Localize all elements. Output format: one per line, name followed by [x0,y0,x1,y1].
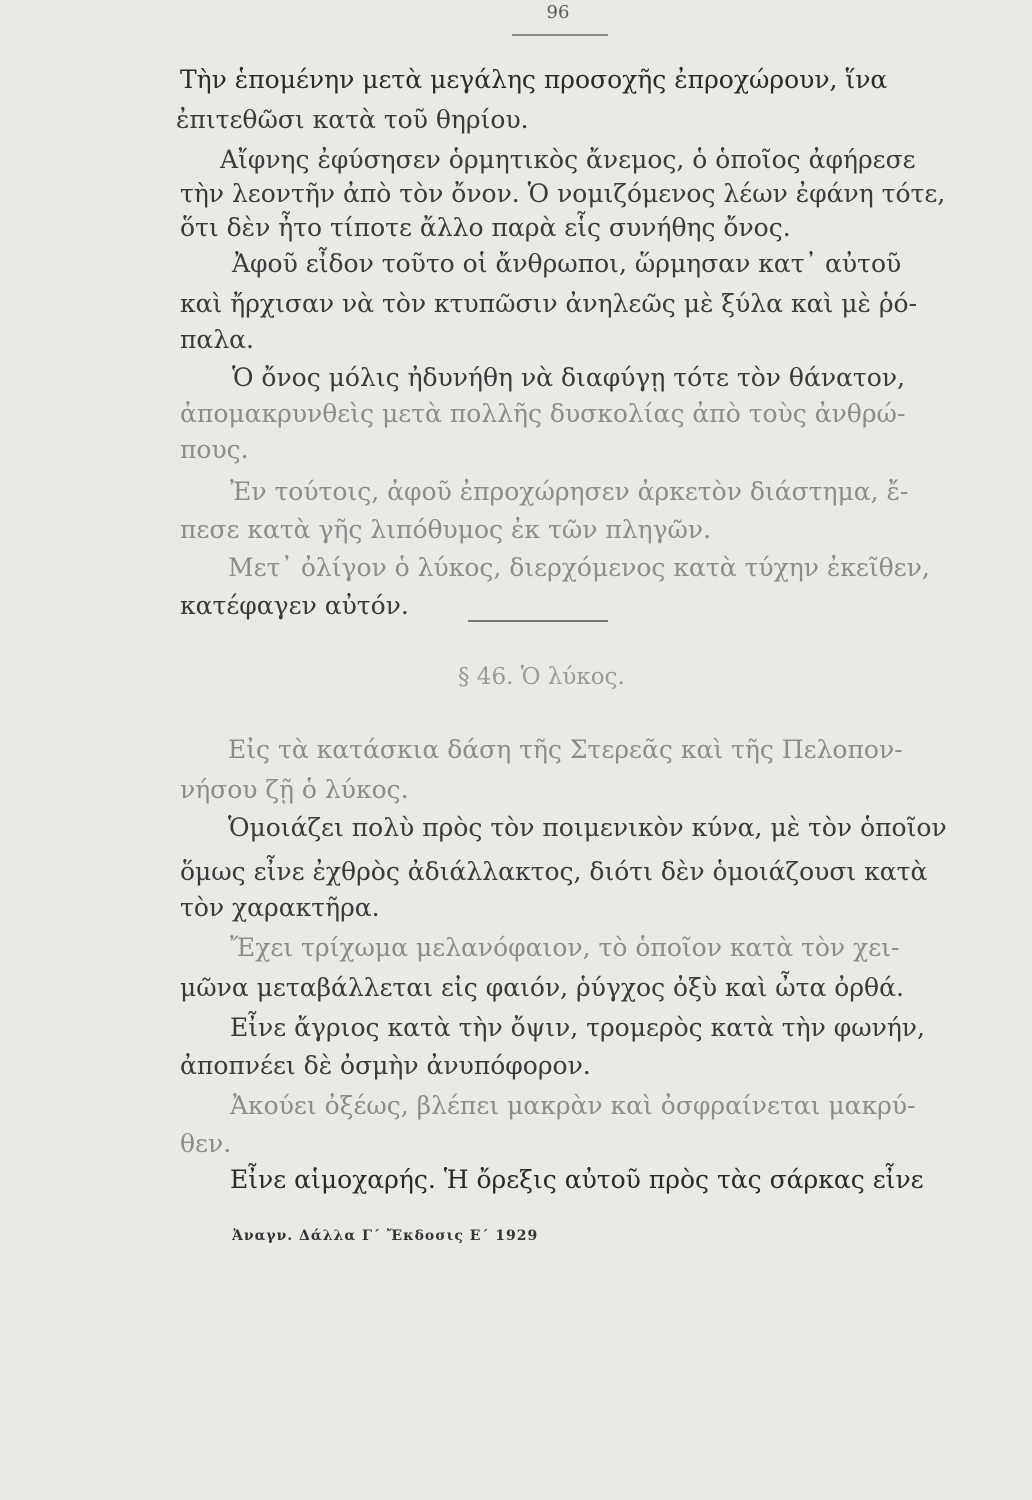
text-line: τὸν χαρακτῆρα. [180,893,380,922]
text-line: Αἴφνης ἐφύσησεν ὁρμητικὸς ἄνεμος, ὁ ὁποῖος ἀφήρεσε [220,145,916,174]
text-line: Ἀκούει ὀξέως, βλέπει μακρὰν καὶ ὀσφραίνεται μακρύ- [230,1091,916,1120]
text-line: θεν. [180,1129,232,1158]
text-line: καὶ ἤρχισαν νὰ τὸν κτυπῶσιν ἀνηλεῶς μὲ ξύλα καὶ μὲ ῥό- [180,289,918,318]
text-line: Ἔχει τρίχωμα μελανόφαιον, τὸ ὁποῖον κατὰ τὸν χει- [230,933,900,962]
text-line: Ὁμοιάζει πολὺ πρὸς τὸν ποιμενικὸν κύνα, μὲ τὸν ὁποῖον [228,813,947,842]
text-line: μῶνα μεταβάλλεται εἰς φαιόν, ῥύγχος ὀξὺ καὶ ὦτα ὀρθά. [180,973,904,1002]
text-line: παλα. [180,325,254,354]
text-line: πους. [180,435,249,464]
footer-signature: Ἀναγν. Δάλλα Γ΄ Ἔκδοσις Ε΄ 1929 [232,1228,539,1244]
text-line: κατέφαγεν αὐτόν. [180,591,409,620]
text-line: τὴν λεοντῆν ἀπὸ τὸν ὄνον. Ὁ νομιζόμενος λέων ἐφάνη τότε, [180,179,946,208]
text-line: Τὴν ἑπομένην μετὰ μεγάλης προσοχῆς ἐπροχώρουν, ἵνα [180,65,888,94]
text-line: ἐπιτεθῶσι κατὰ τοῦ θηρίου. [176,105,529,134]
text-line: ὅτι δὲν ἦτο τίποτε ἄλλο παρὰ εἷς συνήθης ὄνος. [180,213,791,242]
text-line: Ἐν τούτοις, ἀφοῦ ἐπροχώρησεν ἀρκετὸν διάστημα, ἔ- [230,477,909,506]
text-line: Εἶνε ἄγριος κατὰ τὴν ὄψιν, τρομερὸς κατὰ τὴν φωνήν, [230,1013,925,1042]
section-heading: § 46. Ὁ λύκος. [458,664,625,690]
page-number: 96 [546,2,570,23]
text-line: νήσου ζῇ ὁ λύκος. [180,775,409,804]
text-line: ὅμως εἶνε ἐχθρὸς ἀδιάλλακτος, διότι δὲν ὁμοιάζουσι κατὰ [180,857,928,886]
header-rule [512,34,608,36]
text-line: Μετ᾽ ὀλίγον ὁ λύκος, διερχόμενος κατὰ τύχην ἐκεῖθεν, [228,553,930,582]
text-line: Ὁ ὄνος μόλις ἠδυνήθη νὰ διαφύγῃ τότε τὸν θάνατον, [232,363,905,392]
text-line: Ἀφοῦ εἶδον τοῦτο οἱ ἄνθρωποι, ὥρμησαν κατ᾽ αὐτοῦ [232,249,902,278]
text-line: ἀπομακρυνθεὶς μετὰ πολλῆς δυσκολίας ἀπὸ τοὺς ἀνθρώ- [180,399,906,428]
text-line: Εἶνε αἱμοχαρής. Ἡ ὄρεξις αὐτοῦ πρὸς τὰς σάρκας εἶνε [230,1165,924,1194]
section-divider [468,620,608,622]
text-line: πεσε κατὰ γῆς λιπόθυμος ἐκ τῶν πληγῶν. [180,515,712,544]
text-line: Εἰς τὰ κατάσκια δάση τῆς Στερεᾶς καὶ τῆς Πελοπον- [228,735,903,764]
text-line: ἀποπνέει δὲ ὀσμὴν ἀνυπόφορον. [180,1051,591,1080]
